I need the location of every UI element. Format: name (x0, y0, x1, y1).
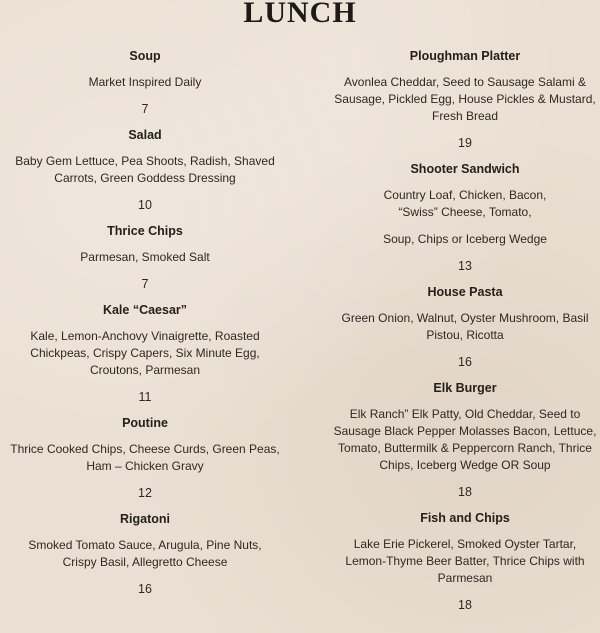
item-price: 13 (458, 259, 472, 273)
item-price: 18 (458, 598, 472, 612)
item-description: Kale, Lemon-Anchovy Vinaigrette, Roasted Chickpeas, Crispy Capers, Six Minute Egg, Croutons, Parmesan (30, 329, 260, 377)
item-name: Elk Burger (433, 381, 497, 395)
item-name: Fish and Chips (420, 511, 510, 525)
item-description: Country Loaf, Chicken, Bacon, “Swiss” Cheese, Tomato, (383, 188, 547, 219)
menu-item-thrice-chips (0, 223, 290, 292)
menu-item-rigatoni (0, 511, 290, 597)
menu-column-left (0, 48, 290, 607)
item-price: 18 (458, 485, 472, 499)
item-description: Baby Gem Lettuce, Pea Shoots, Radish, Shaved Carrots, Green Goddess Dressing (15, 154, 275, 185)
item-name: Rigatoni (120, 512, 170, 526)
item-price: 19 (458, 136, 472, 150)
item-description: Lake Erie Pickerel, Smoked Oyster Tartar, Lemon-Thyme Beer Batter, Thrice Chips with Parmesan (345, 537, 585, 585)
menu-title: LUNCH (243, 0, 357, 29)
item-description: Green Onion, Walnut, Oyster Mushroom, Basil Pistou, Ricotta (341, 311, 589, 342)
menu-column-right (330, 48, 600, 623)
item-price: 16 (138, 582, 152, 596)
menu-item-shooter-sandwich (330, 161, 600, 274)
item-description: Parmesan, Smoked Salt (80, 250, 210, 264)
menu-item-ploughman-platter (330, 48, 600, 151)
menu-item-salad (0, 127, 290, 213)
menu-item-soup (0, 48, 290, 117)
item-price: 11 (138, 390, 152, 404)
menu-item-fish-and-chips (330, 510, 600, 613)
item-price: 7 (141, 102, 149, 116)
menu-item-house-pasta (330, 284, 600, 370)
item-price: 10 (138, 198, 152, 212)
item-name: House Pasta (427, 285, 503, 299)
item-description-extra: Soup, Chips or Iceberg Wedge (383, 232, 547, 246)
item-description: Avonlea Cheddar, Seed to Sausage Salami & Sausage, Pickled Egg, House Pickles & Mustard, Fresh Bread (334, 75, 596, 123)
item-name: Shooter Sandwich (410, 162, 520, 176)
item-name: Kale “Caesar” (102, 303, 188, 317)
item-price: 7 (141, 277, 149, 291)
item-name: Soup (129, 49, 161, 63)
item-description: Market Inspired Daily (88, 75, 202, 89)
menu-item-elk-burger (330, 380, 600, 500)
menu-item-poutine (0, 415, 290, 501)
item-name: Ploughman Platter (409, 49, 521, 63)
item-description: Thrice Cooked Chips, Cheese Curds, Green Peas, Ham – Chicken Gravy (10, 442, 280, 473)
item-name: Poutine (122, 416, 168, 430)
item-price: 12 (138, 486, 152, 500)
item-description: Smoked Tomato Sauce, Arugula, Pine Nuts, Crispy Basil, Allegretto Cheese (28, 538, 262, 569)
menu-item-kale-caesar (0, 302, 290, 405)
item-name: Thrice Chips (107, 224, 183, 238)
item-price: 16 (458, 355, 472, 369)
item-description: Elk Ranch” Elk Patty, Old Cheddar, Seed to Sausage Black Pepper Molasses Bacon, Lettuce, Tomato, Buttermilk & Peppercorn Ranch, Thrice Chips, Iceberg Wedge OR Soup (333, 407, 597, 472)
item-name: Salad (128, 128, 162, 142)
